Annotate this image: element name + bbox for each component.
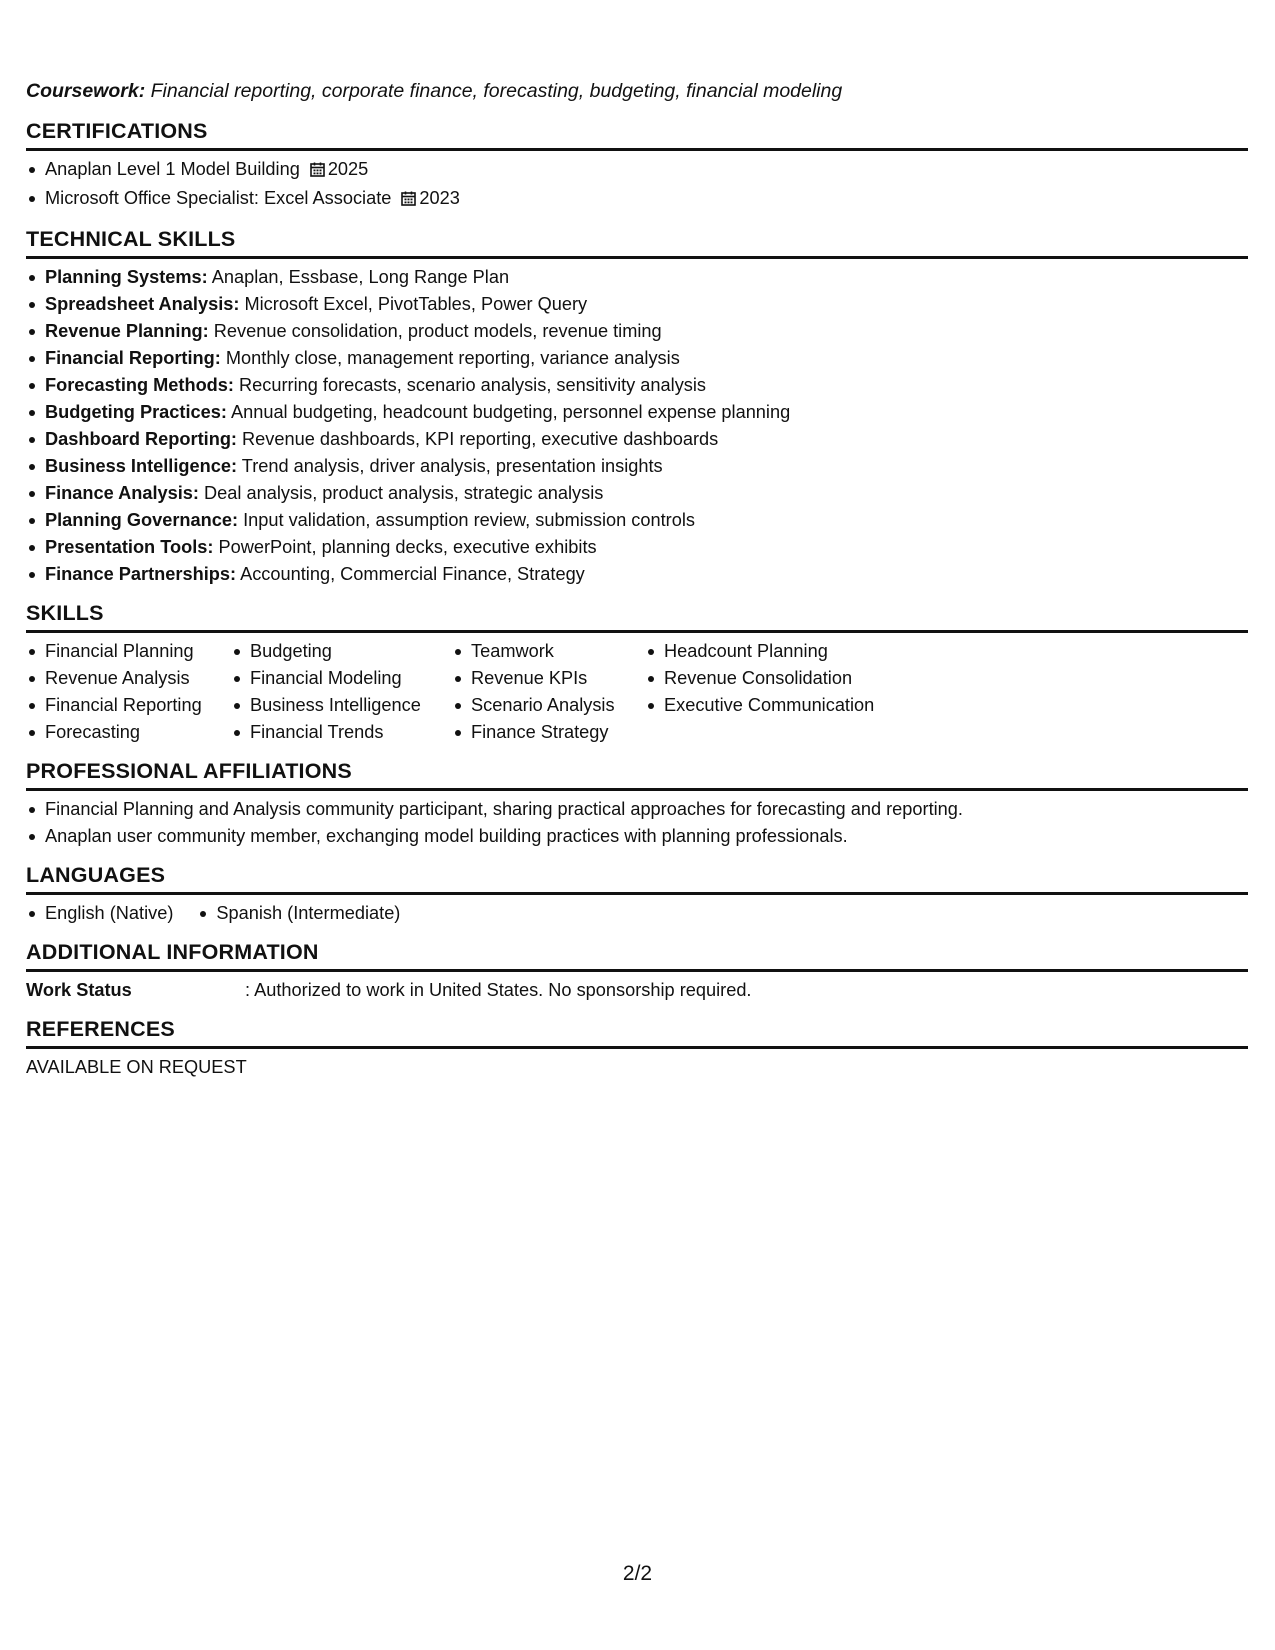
list-item (26, 185, 1248, 214)
certifications-list (26, 156, 1248, 214)
list-item (26, 426, 1248, 453)
additional-info-section (26, 939, 1248, 1004)
skill-detail: Annual budgeting, headcount budgeting, personnel expense planning (226, 402, 791, 422)
language-item: Spanish (Intermediate) (197, 900, 400, 927)
skills-column (231, 638, 452, 746)
skill-category: Finance Analysis: (45, 483, 199, 503)
skill-detail: Monthly close, management reporting, variance analysis (220, 348, 680, 368)
skill-detail: PowerPoint, planning decks, executive exhibits (213, 537, 597, 557)
skill-item: Business Intelligence (231, 692, 452, 719)
skill-category: Planning Systems: (45, 267, 208, 287)
list-item (26, 507, 1248, 534)
list-item (26, 534, 1248, 561)
calendar-icon (401, 187, 416, 214)
skill-category: Business Intelligence: (45, 456, 238, 476)
references-section (26, 1016, 1248, 1081)
section-title-languages: LANGUAGES (26, 862, 1248, 895)
skill-item: Financial Modeling (231, 665, 452, 692)
skill-category: Finance Partnerships: (45, 564, 237, 584)
page-number: 2/2 (622, 1562, 653, 1585)
skill-category: Forecasting Methods: (45, 375, 234, 395)
section-title-skills: SKILLS (26, 600, 1248, 633)
list-item (26, 480, 1248, 507)
certification-year: 2023 (419, 188, 460, 208)
skill-detail: Recurring forecasts, scenario analysis, sensitivity analysis (233, 375, 707, 395)
skill-category: Dashboard Reporting: (45, 429, 237, 449)
list-item (26, 318, 1248, 345)
skills-section (26, 600, 1248, 746)
skill-detail: Microsoft Excel, PivotTables, Power Query (239, 294, 588, 314)
list-item (26, 291, 1248, 318)
affiliations-section (26, 758, 1248, 850)
skill-item: Finance Strategy (452, 719, 645, 746)
section-title-references: REFERENCES (26, 1016, 1248, 1049)
list-item (26, 372, 1248, 399)
certification-name: Anaplan Level 1 Model Building (45, 159, 300, 179)
affiliations-list (26, 796, 1248, 850)
skills-grid (26, 638, 1248, 746)
skill-detail: Revenue consolidation, product models, revenue timing (208, 321, 662, 341)
skill-item: Revenue Analysis (26, 665, 231, 692)
skills-column (452, 638, 645, 746)
skill-item: Budgeting (231, 638, 452, 665)
calendar-icon (310, 158, 325, 185)
skill-category: Planning Governance: (45, 510, 239, 530)
language-item: English (Native) (26, 900, 173, 927)
section-title-affiliations: PROFESSIONAL AFFILIATIONS (26, 758, 1248, 791)
section-title-technical-skills: TECHNICAL SKILLS (26, 226, 1248, 259)
skill-detail: Input validation, assumption review, submission controls (238, 510, 695, 530)
skill-category: Budgeting Practices: (45, 402, 227, 422)
skill-item: Revenue KPIs (452, 665, 645, 692)
skill-item: Teamwork (452, 638, 645, 665)
technical-skills-section (26, 226, 1248, 588)
certification-name: Microsoft Office Specialist: Excel Associate (45, 188, 392, 208)
list-item: Anaplan user community member, exchanging model building practices with planning professionals. (26, 823, 1248, 850)
references-text: AVAILABLE ON REQUEST (26, 1057, 247, 1077)
coursework-text: Financial reporting, corporate finance, forecasting, budgeting, financial modeling (145, 80, 843, 102)
resume-page (26, 78, 1248, 1081)
work-status-value: : Authorized to work in United States. No sponsorship required. (245, 980, 752, 1000)
skills-column (645, 638, 905, 746)
skill-category: Spreadsheet Analysis: (45, 294, 240, 314)
languages-section (26, 862, 1248, 927)
list-item: Financial Planning and Analysis community participant, sharing practical approaches for forecasting and reporting. (26, 796, 1248, 823)
skill-item: Forecasting (26, 719, 231, 746)
skill-category: Financial Reporting: (45, 348, 221, 368)
coursework-line (26, 78, 1248, 104)
work-status-row (26, 977, 1248, 1004)
certifications-section (26, 118, 1248, 214)
skill-item: Executive Communication (645, 692, 905, 719)
skill-item: Headcount Planning (645, 638, 905, 665)
languages-list (26, 900, 1248, 927)
skill-item: Scenario Analysis (452, 692, 645, 719)
skill-item: Revenue Consolidation (645, 665, 905, 692)
skill-category: Revenue Planning: (45, 321, 209, 341)
skill-item: Financial Reporting (26, 692, 231, 719)
section-title-additional-info: ADDITIONAL INFORMATION (26, 939, 1248, 972)
skill-detail: Revenue dashboards, KPI reporting, executive dashboards (236, 429, 719, 449)
list-item (26, 156, 1248, 185)
list-item (26, 561, 1248, 588)
coursework-label: Coursework: (26, 80, 146, 102)
list-item (26, 264, 1248, 291)
skills-column (26, 638, 231, 746)
certification-year: 2025 (327, 159, 369, 179)
list-item (26, 345, 1248, 372)
skill-detail: Trend analysis, driver analysis, presentation insights (237, 456, 663, 476)
technical-skills-list (26, 264, 1248, 588)
skill-detail: Deal analysis, product analysis, strategic analysis (198, 483, 604, 503)
work-status-label: Work Status (26, 980, 132, 1000)
section-title-certifications: CERTIFICATIONS (26, 118, 1248, 151)
skill-detail: Accounting, Commercial Finance, Strategy (236, 564, 585, 584)
list-item (26, 399, 1248, 426)
skill-detail: Anaplan, Essbase, Long Range Plan (207, 267, 510, 287)
skill-item: Financial Trends (231, 719, 452, 746)
skill-item: Financial Planning (26, 638, 231, 665)
skill-category: Presentation Tools: (45, 537, 214, 557)
list-item (26, 453, 1248, 480)
